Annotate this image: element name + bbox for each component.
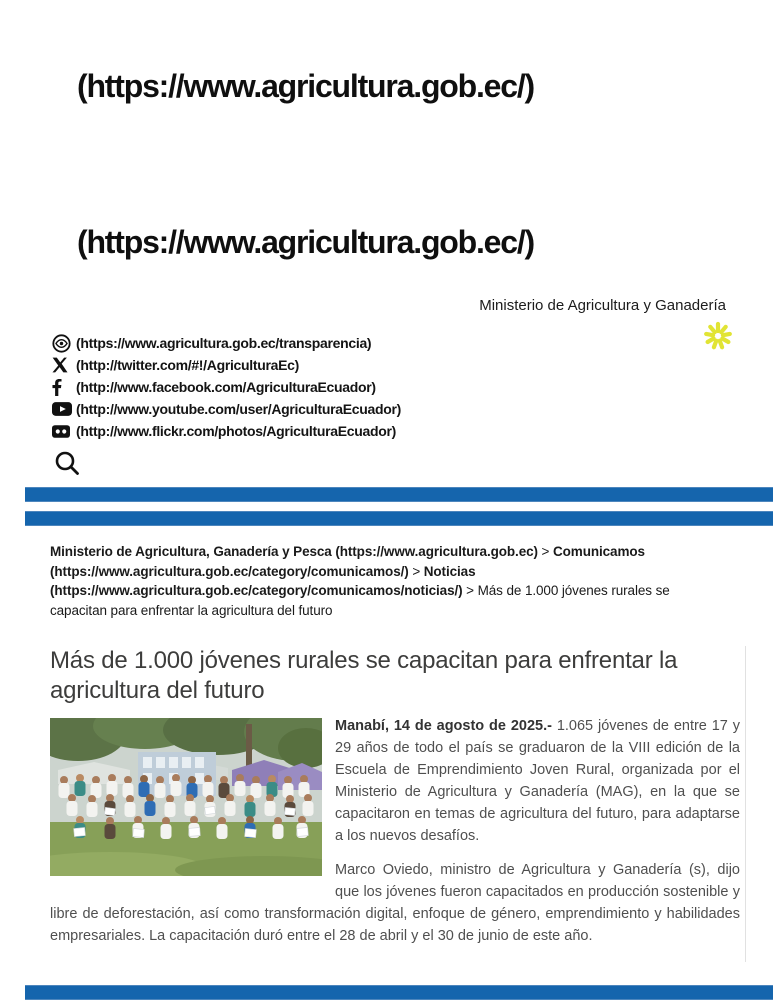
divider-bar-second (25, 511, 773, 526)
youtube-link-label: (http://www.youtube.com/user/AgriculturaEcuador) (76, 401, 401, 417)
breadcrumb-separator: > (408, 563, 424, 579)
article-photo (50, 718, 322, 876)
youtube-icon (52, 402, 76, 416)
twitter-link[interactable] (52, 354, 401, 376)
eye-transparency-icon (52, 334, 76, 353)
breadcrumb-home-link[interactable]: Ministerio de Agricultura, Ganadería y Pesca (https://www.agricultura.gob.ec) (50, 544, 538, 559)
search-button[interactable] (52, 449, 82, 479)
transparency-link[interactable] (52, 332, 401, 354)
article-title: Más de 1.000 jóvenes rurales se capacitan para enfrentar la agricultura del futuro (50, 647, 678, 704)
article-paragraph-1-text: 1.065 jóvenes de entre 17 y 29 años de todo el país se graduaron de la VIII edición de la Escuela de Emprendimiento Joven Rural, organizada por el Ministerio de Agricultura y Ganadería (MAG), en la que se capacitaron en temas de agricultura del futuro, para adaptarse a los nuevos desafíos. (335, 718, 740, 844)
twitter-link-label: (http://twitter.com/#!/AgriculturaEc) (76, 357, 300, 373)
search-icon (53, 465, 81, 480)
loading-spinner-icon (702, 320, 734, 352)
flickr-link-label: (http://www.flickr.com/photos/AgriculturaEcuador) (76, 423, 397, 439)
transparency-link-label: (https://www.agricultura.gob.ec/transparencia) (76, 335, 372, 351)
youtube-link[interactable] (52, 398, 401, 420)
social-links-list (52, 332, 401, 442)
facebook-link[interactable] (52, 376, 401, 398)
site-home-link-2[interactable]: (https://www.agricultura.gob.ec/) (77, 224, 535, 260)
article-dateline: Manabí, 14 de agosto de 2025.- (335, 718, 552, 734)
ministry-name: Ministerio de Agricultura y Ganadería (479, 297, 726, 314)
flickr-icon (52, 425, 76, 438)
breadcrumb (50, 542, 712, 620)
article-body (50, 715, 740, 947)
divider-bar-top (25, 487, 773, 502)
facebook-link-label: (http://www.facebook.com/AgriculturaEcuador) (76, 379, 376, 395)
facebook-icon (52, 379, 76, 396)
site-home-link-1[interactable]: (https://www.agricultura.gob.ec/) (77, 68, 535, 104)
divider-bar-bottom (25, 985, 773, 1000)
content-right-border (745, 646, 746, 962)
breadcrumb-current-page: > Más de 1.000 jóvenes rurales se capacitan para enfrentar la agricultura del futuro (50, 583, 670, 618)
x-twitter-icon (52, 357, 76, 373)
breadcrumb-comunicamos-link[interactable]: Comunicamos (https://www.agricultura.gob.ec/category/comunicamos/) (50, 544, 645, 579)
breadcrumb-separator: > (537, 544, 553, 559)
article-paragraph-2: Marco Oviedo, ministro de Agricultura y Ganadería (s), dijo que los jóvenes fueron capacitados en producción sostenible y libre de deforestación, así como transformación digital, enfoque de género, emprendimiento y habilidades empresariales. La capacitación duró entre el 28 de abril y el 30 de junio de este año. (50, 862, 740, 944)
flickr-link[interactable] (52, 420, 401, 442)
breadcrumb-noticias-link[interactable]: Noticias (https://www.agricultura.gob.ec/category/comunicamos/noticias/) (50, 563, 476, 598)
